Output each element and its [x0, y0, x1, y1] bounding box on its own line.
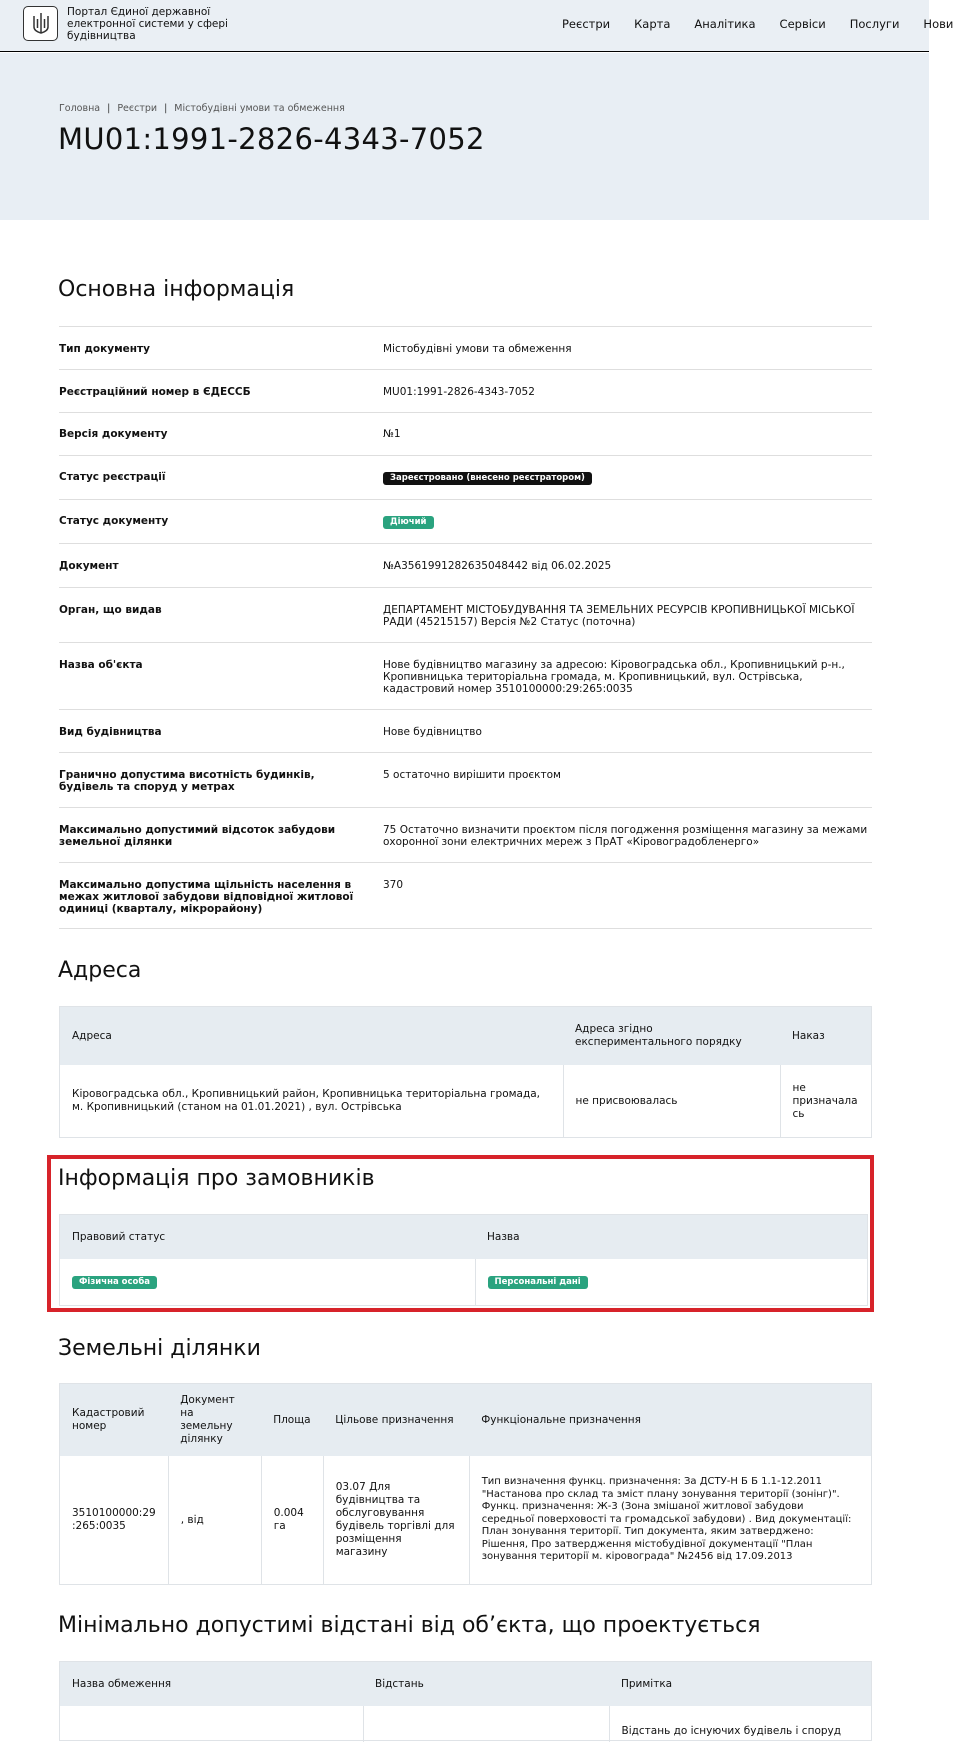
table-header-row: [60, 1384, 871, 1456]
column-header: Адреса: [60, 1007, 563, 1065]
nav-map[interactable]: Карта: [634, 17, 671, 31]
info-row: [59, 326, 872, 369]
column-header: Назва обмеження: [60, 1662, 363, 1706]
column-header: Правовий статус: [60, 1215, 475, 1259]
info-row: [59, 412, 872, 455]
breadcrumb-registries[interactable]: Реєстри: [117, 103, 158, 114]
section-heading-land: Земельні ділянки: [58, 1336, 261, 1361]
section-heading-customers: Інформація про замовників: [58, 1166, 375, 1191]
info-label: Статус документу: [59, 515, 169, 527]
info-row: [59, 587, 872, 642]
info-row: [59, 455, 872, 499]
info-value: 5 остаточно вирішити проєктом: [383, 769, 561, 781]
info-row: [59, 499, 872, 543]
info-value: [383, 471, 872, 499]
nav-registries[interactable]: Реєстри: [562, 17, 611, 31]
table-cell: , від: [168, 1456, 261, 1584]
customer-name-badge: Персональні дані: [488, 1276, 588, 1289]
nav-news[interactable]: Нови: [923, 17, 954, 31]
info-value: 370: [383, 879, 404, 891]
nav-public-services[interactable]: Послуги: [849, 17, 900, 31]
info-row: [59, 807, 872, 862]
breadcrumb: [59, 103, 345, 114]
table-cell: не призначала сь: [792, 1081, 858, 1120]
table-cell: [475, 1259, 867, 1305]
site-header: [0, 0, 954, 52]
column-header: Цільове призначення: [323, 1384, 469, 1456]
info-label: Максимально допустима щільність населення в межах житлової забудови відповідної житлової одиниці (кварталу, мікрорайону): [59, 879, 354, 915]
main-info-table: [59, 326, 872, 929]
column-header: Відстань: [363, 1662, 609, 1706]
column-header: Функціональне призначення: [469, 1384, 871, 1456]
column-header: Назва: [475, 1215, 867, 1259]
table-cell: [60, 1259, 475, 1305]
info-label: Версія документу: [59, 428, 168, 440]
info-value: №А3561991282635048442 від 06.02.2025: [383, 560, 612, 572]
column-header: Адреса згідно експериментального порядку: [563, 1007, 780, 1065]
site-name-line: будівництва: [67, 30, 136, 42]
table-header-row: [60, 1662, 871, 1706]
document-status-badge: Діючий: [383, 516, 434, 529]
site-name[interactable]: [67, 6, 247, 42]
table-row: [60, 1706, 871, 1742]
info-row: [59, 642, 872, 709]
page-title: MU01:1991-2826-4343-7052: [58, 122, 485, 156]
breadcrumb-separator: |: [107, 103, 111, 114]
breadcrumb-separator: |: [164, 103, 168, 114]
info-label: Тип документу: [59, 343, 150, 355]
table-cell: 0.004 га: [261, 1456, 323, 1584]
breadcrumb-current[interactable]: Містобудівні умови та обмеження: [174, 103, 345, 114]
site-name-line: електронної системи у сфері: [67, 18, 228, 30]
table-header-row: [60, 1007, 871, 1065]
info-label: Документ: [59, 560, 119, 572]
info-label: Максимально допустимий відсоток забудови земельної ділянки: [59, 824, 336, 848]
column-header: Кадастровий номер: [60, 1384, 168, 1456]
info-label: Вид будівництва: [59, 726, 162, 738]
info-label: Орган, що видав: [59, 604, 162, 616]
info-label: Гранично допустима висотність будинків, будівель та споруд у метрах: [59, 769, 315, 793]
info-row: [59, 862, 872, 929]
info-value: Містобудівні умови та обмеження: [383, 343, 572, 355]
info-value: 75 Остаточно визначити проєктом після погодження розміщення магазину за межами охоронної зони електричних мереж з ПрАТ «Кіровоградобленерго»: [383, 824, 868, 848]
info-label: Статус реєстрації: [59, 471, 166, 483]
table-cell: Відстань до існуючих будівель і споруд: [621, 1725, 842, 1737]
customers-table: [59, 1214, 868, 1306]
main-nav: [562, 17, 977, 31]
info-value: Нове будівництво: [383, 726, 482, 738]
info-value: №1: [383, 428, 401, 440]
registration-status-badge: Зареєстровано (внесено реєстратором): [383, 472, 592, 485]
column-header: Наказ: [780, 1007, 871, 1065]
column-header: Примітка: [609, 1662, 871, 1706]
info-row: [59, 709, 872, 752]
info-label: Назва об'єкта: [59, 659, 143, 671]
address-table: [59, 1006, 872, 1138]
distances-table: [59, 1661, 872, 1741]
table-row: [60, 1065, 871, 1137]
legal-status-badge: Фізична особа: [72, 1276, 157, 1289]
table-header-row: [60, 1215, 867, 1259]
info-row: [59, 543, 872, 587]
table-cell: [60, 1706, 363, 1742]
table-cell: Кіровоградська обл., Кропивницький район, Кропивницька територіальна громада, м. Кропивницький (станом на 01.01.2021) , вул. Острівська: [60, 1065, 563, 1137]
breadcrumb-home[interactable]: Головна: [59, 103, 101, 114]
info-row: [59, 369, 872, 412]
info-value: ДЕПАРТАМЕНТ МІСТОБУДУВАННЯ ТА ЗЕМЕЛЬНИХ РЕСУРСІВ КРОПИВНИЦЬКОЇ МІСЬКОЇ РАДИ (45215157) Версія №2 Статус (поточна): [383, 604, 855, 628]
table-cell: [363, 1706, 609, 1742]
table-cell: не присвоювалась: [563, 1065, 780, 1137]
trident-logo-icon[interactable]: [23, 6, 58, 41]
nav-services[interactable]: Сервіси: [779, 17, 826, 31]
table-row: [60, 1456, 871, 1584]
land-table: [59, 1383, 872, 1585]
info-value: MU01:1991-2826-4343-7052: [383, 386, 535, 398]
table-row: [60, 1259, 867, 1305]
column-header: Документ на земельну ділянку: [168, 1384, 261, 1456]
info-value: Нове будівництво магазину за адресою: Кіровоградська обл., Кропивницький р-н., Кропивницька територіальна громада, м. Кропивницький, вул. Острівська, кадастровий номер 3510100000:29:265:0035: [383, 659, 845, 695]
site-name-line: Портал Єдиної державної: [67, 6, 211, 18]
info-label: Реєстраційний номер в ЄДЕССБ: [59, 386, 251, 398]
nav-analytics[interactable]: Аналітика: [694, 17, 756, 31]
table-cell: 03.07 Для будівництва та обслуговування будівель торгівлі для розміщення магазину: [323, 1456, 469, 1584]
column-header: Площа: [261, 1384, 323, 1456]
section-heading-address: Адреса: [58, 958, 142, 983]
table-cell: Тип визначення функц. призначення: За ДСТУ-Н Б Б 1.1-12.2011 "Настанова про склад та зміст плану зонування території (зонінг)". Функц. призначення: Ж-3 (Зона змішаної житлової забудови середньої поверховості та громадської забудови) . Вид документації: План зонування території. Тип документа, яким затверджено: Рішення, Про затвердження містобудівної документації "План зонування території м. кіровограда" №2456 від 17.09.2013: [481, 1476, 852, 1563]
section-heading-distances: Мінімально допустимі відстані від об’єкта, що проектується: [58, 1613, 761, 1638]
table-cell: 3510100000:29 :265:0035: [60, 1456, 168, 1584]
info-row: [59, 752, 872, 807]
section-heading-main-info: Основна інформація: [58, 277, 295, 302]
info-value: [383, 515, 872, 543]
